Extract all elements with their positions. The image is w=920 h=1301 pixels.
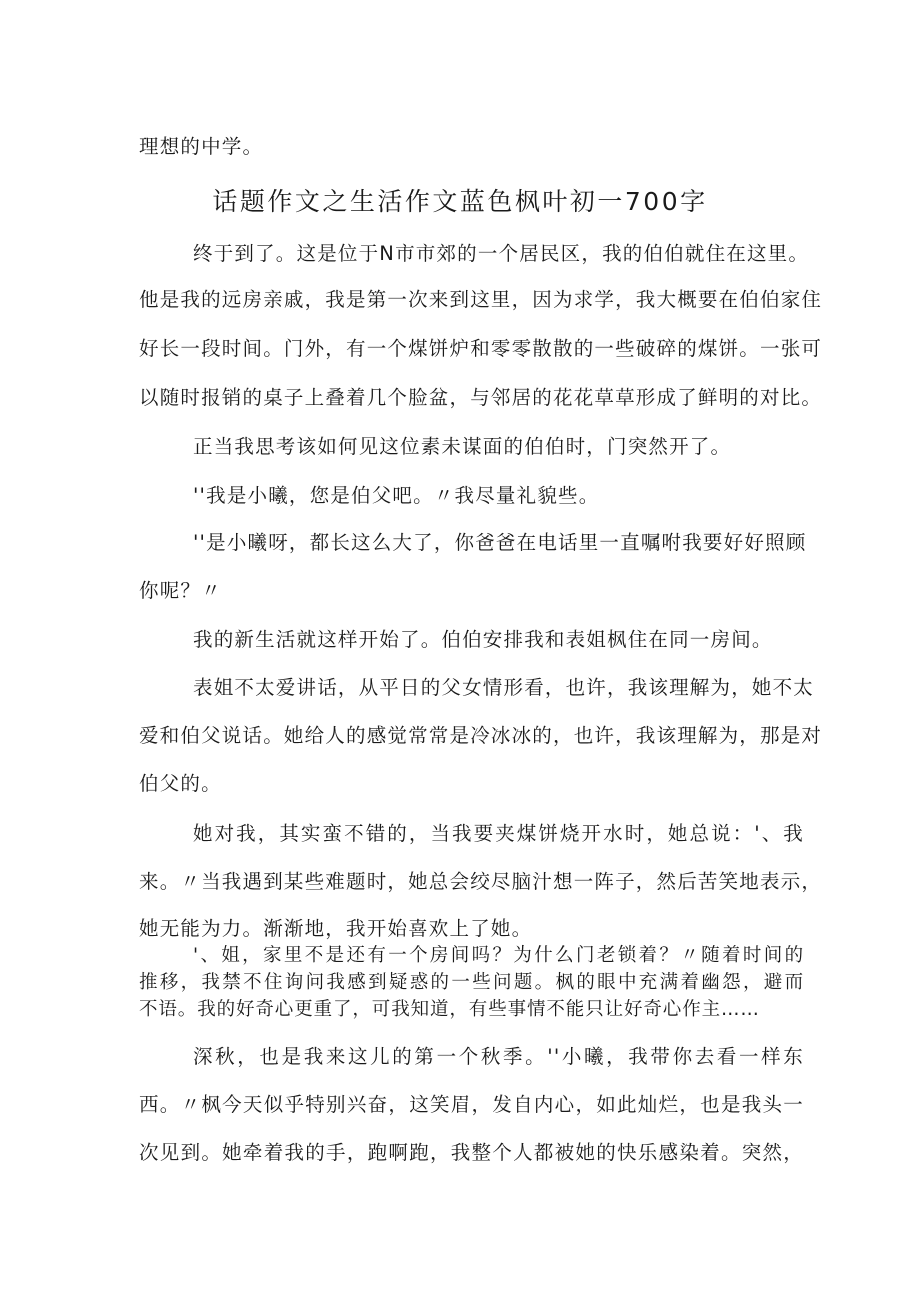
paragraph-line: 正当我思考该如何见这位素未谋面的伯伯时，门突然开了。 bbox=[193, 435, 732, 458]
paragraph-line: ''是小曦呀，都长这么大了，你爸爸在电话里一直嘱咐我要好好照顾 bbox=[193, 531, 807, 554]
paragraph-line: 次见到。她牵着我的手，跑啊跑，我整个人都被她的快乐感染着。突然， bbox=[139, 1141, 804, 1164]
article-title: 话题作文之生活作文蓝色枫叶初一700字 bbox=[212, 187, 708, 216]
paragraph-line: 表姐不太爱讲话，从平日的父女情形看，也许，我该理解为，她不太 bbox=[193, 676, 815, 699]
paragraph-line: '、姐，家里不是还有一个房间吗？为什么门老锁着？〃随着时间的 bbox=[193, 945, 804, 966]
paragraph-line: 来。〃当我遇到某些难题时，她总会绞尽脑汁想一阵子，然后苦笑地表示， bbox=[139, 870, 823, 893]
paragraph-line: 爱和伯父说话。她给人的感觉常常是冷冰冰的，也许，我该理解为，那是对 bbox=[139, 724, 823, 747]
paragraph-line: 深秋，也是我来这儿的第一个秋季。''小曦，我带你去看一样东 bbox=[193, 1045, 804, 1068]
paragraph-line: 好长一段时间。门外，有一个煤饼炉和零零散散的一些破碎的煤饼。一张可 bbox=[139, 337, 823, 360]
paragraph-line: 他是我的远房亲戚，我是第一次来到这里，因为求学，我大概要在伯伯家住 bbox=[139, 288, 823, 311]
paragraph-line: 以随时报销的桌子上叠着几个脸盆，与邻居的花花草草形成了鲜明的对比。 bbox=[139, 386, 823, 409]
paragraph-line: 她无能为力。渐渐地，我开始喜欢上了她。 bbox=[139, 917, 533, 940]
paragraph-line: 我的新生活就这样开始了。伯伯安排我和表姐枫住在同一房间。 bbox=[193, 628, 773, 651]
paragraph-line: 你呢？〃 bbox=[139, 579, 222, 602]
paragraph-line: ''我是小曦，您是伯父吧。〃我尽量礼貌些。 bbox=[193, 484, 600, 507]
paragraph-line: 不语。我的好奇心更重了，可我知道，有些事情不能只让好奇心作主…… bbox=[139, 999, 760, 1020]
intro-tail-line: 理想的中学。 bbox=[139, 135, 264, 158]
paragraph-line: 她对我，其实蛮不错的，当我要夹煤饼烧开水时，她总说：'、我 bbox=[193, 822, 804, 845]
paragraph-line: 伯父的。 bbox=[139, 772, 222, 795]
paragraph-line: 推移，我禁不住询问我感到疑惑的一些问题。枫的眼中充满着幽怨，避而 bbox=[139, 972, 804, 993]
paragraph-line: 终于到了。这是位于N市市郊的一个居民区，我的伯伯就住在这里。 bbox=[193, 242, 810, 265]
paragraph-line: 西。〃枫今天似乎特别兴奋，这笑眉，发自内心，如此灿烂，也是我头一 bbox=[139, 1093, 804, 1116]
